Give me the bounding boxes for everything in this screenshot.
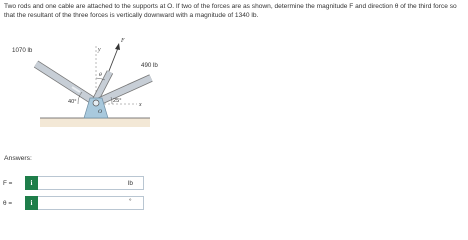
- problem-statement: Two rods and one cable are attached to the supports at O. If two of the forces are as shown, determine the magnitude F and direction θ of the third force so that the resultant of the three forces is vertically downward with a magnitude of 1340 lb.: [4, 3, 457, 19]
- label-O: O: [98, 109, 103, 115]
- var-label-F: F =: [3, 179, 13, 187]
- force-F-arrowhead: [115, 43, 120, 50]
- unit-F: lb: [128, 180, 133, 187]
- answers-heading: Answers:: [4, 155, 32, 162]
- answer-row-F: [3, 176, 144, 190]
- unit-theta: °: [129, 198, 132, 205]
- label-1070: 1070 lb: [12, 47, 33, 54]
- label-x: x: [139, 102, 142, 108]
- label-490: 490 lb: [141, 62, 158, 69]
- info-button-F[interactable]: i: [25, 176, 38, 190]
- ground-hatch: [40, 118, 150, 127]
- answer-row-theta: [3, 196, 144, 210]
- label-y: y: [98, 47, 101, 53]
- rod-left: [36, 64, 92, 100]
- label-25: 25°: [113, 98, 122, 104]
- info-button-theta[interactable]: i: [25, 196, 38, 210]
- var-label-theta: θ =: [3, 199, 13, 207]
- force-diagram: [0, 24, 190, 144]
- label-40: 40°: [68, 99, 77, 105]
- label-F: F: [121, 38, 125, 44]
- label-theta: θ: [99, 72, 102, 78]
- pin-O: [93, 100, 99, 106]
